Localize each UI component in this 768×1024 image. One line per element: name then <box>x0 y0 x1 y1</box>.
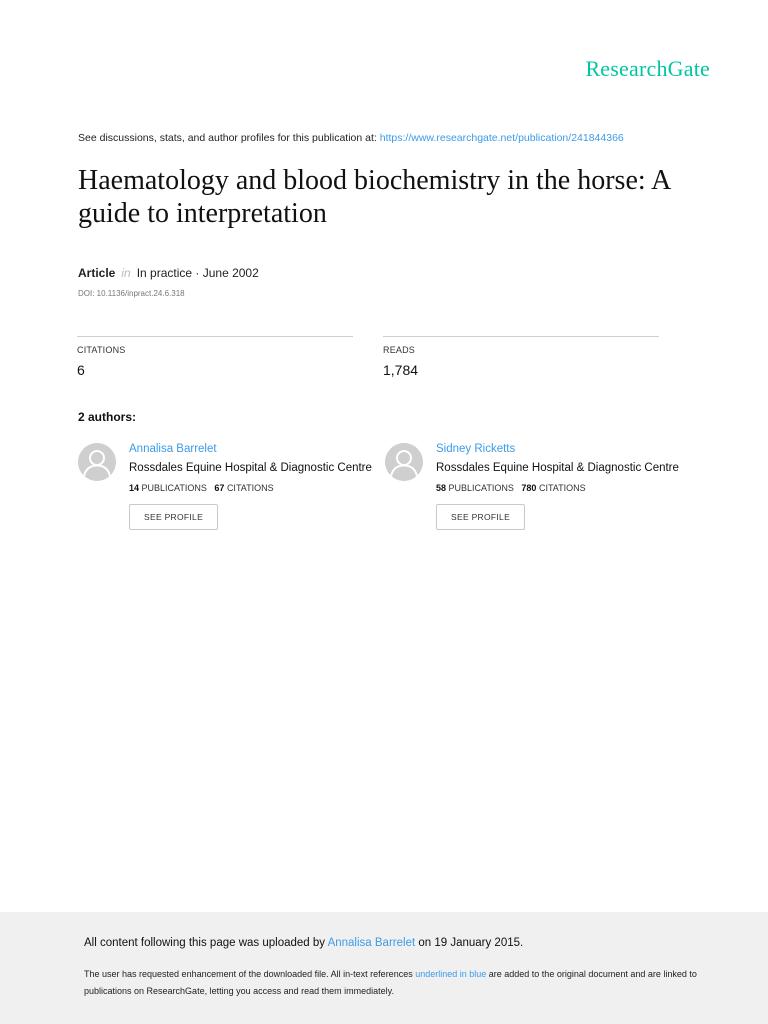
see-profile-button[interactable]: SEE PROFILE <box>129 504 218 530</box>
author-affiliation[interactable]: Rossdales Equine Hospital & Diagnostic Centre <box>436 462 679 474</box>
avatar-icon[interactable] <box>78 443 116 481</box>
reads-value: 1,784 <box>383 362 419 378</box>
reads-stat <box>383 336 659 378</box>
see-profile-button[interactable]: SEE PROFILE <box>436 504 525 530</box>
journal-date[interactable]: In practice · June 2002 <box>136 266 259 280</box>
author-info <box>436 443 698 530</box>
publications-count: 14 <box>129 483 140 493</box>
discussions-line <box>78 132 624 144</box>
avatar-icon[interactable] <box>385 443 423 481</box>
upload-line <box>84 937 523 949</box>
note-prefix: The user has requested enhancement of the downloaded file. All in-text references <box>84 969 416 979</box>
authors-label: 2 authors: <box>78 410 137 424</box>
citations-stat <box>77 336 353 378</box>
note-suffix: are added to the original document and are linked to publications on ResearchGate, letting you access and read them immediately. <box>84 969 697 996</box>
publications-label: PUBLICATIONS <box>141 483 207 493</box>
enhancement-note <box>84 966 704 1000</box>
author-citations-count: 780 <box>521 483 537 493</box>
uploader-link[interactable]: Annalisa Barrelet <box>327 937 416 949</box>
author-stats <box>436 483 698 493</box>
publications-count: 58 <box>436 483 447 493</box>
article-meta <box>78 266 259 280</box>
person-icon <box>385 443 423 481</box>
author-affiliation[interactable]: Rossdales Equine Hospital & Diagnostic Centre <box>129 462 372 474</box>
researchgate-logo[interactable]: ResearchGate <box>585 56 710 81</box>
article-title: Haematology and blood biochemistry in the horse: A guide to interpretation <box>78 165 670 229</box>
upload-prefix: All content following this page was uploaded by <box>84 937 328 949</box>
author-stats <box>129 483 391 493</box>
author-info <box>129 443 391 530</box>
article-type: Article <box>78 266 116 280</box>
underlined-link[interactable]: underlined in blue <box>415 969 487 979</box>
publication-link[interactable]: https://www.researchgate.net/publication/241844366 <box>379 132 624 144</box>
author-citations-label: CITATIONS <box>226 483 274 493</box>
upload-suffix: on 19 January 2015. <box>415 937 524 949</box>
author-citations-count: 67 <box>214 483 225 493</box>
reads-label: READS <box>383 345 416 355</box>
discussions-text: See discussions, stats, and author profiles for this publication at: <box>78 132 380 144</box>
author-citations-label: CITATIONS <box>538 483 586 493</box>
in-label: in <box>121 266 131 280</box>
author-name-link[interactable]: Annalisa Barrelet <box>129 443 217 455</box>
doi: DOI: 10.1136/inpract.24.6.318 <box>78 289 185 298</box>
citations-value: 6 <box>77 362 85 378</box>
publications-label: PUBLICATIONS <box>448 483 514 493</box>
author-name-link[interactable]: Sidney Ricketts <box>436 443 516 455</box>
citations-label: CITATIONS <box>77 345 126 355</box>
footer <box>0 912 768 1024</box>
person-icon <box>78 443 116 481</box>
